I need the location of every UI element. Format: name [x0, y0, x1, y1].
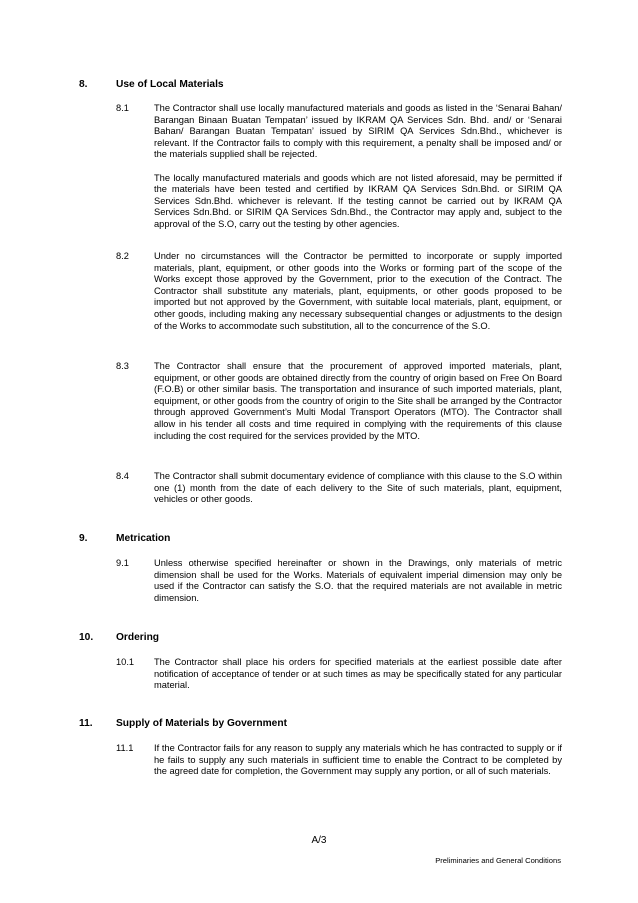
clause-number: 9.1 — [116, 558, 129, 568]
section-number: 8. — [79, 79, 88, 90]
page-number: A/3 — [311, 835, 327, 846]
section-number: 9. — [79, 533, 88, 544]
footer-text: Preliminaries and General Conditions — [435, 856, 561, 865]
clause-8-1 — [116, 103, 562, 231]
clause-8-3 — [116, 361, 562, 442]
section-title: Supply of Materials by Government — [116, 718, 287, 729]
clause-paragraph: The Contractor shall submit documentary evidence of compliance with this clause to the S.O within one (1) month from the date of each delivery to the Site of such materials, plant, equipment, vehicles or other goods. — [154, 471, 562, 505]
clause-number: 8.1 — [116, 103, 129, 113]
clause-paragraph: The Contractor shall ensure that the procurement of approved imported materials, plant, equipment, or other goods are obtained directly from the country of origin based on Free On Board (F.O.B) or other similar basis. The transportation and insurance of such imported materials, plant, equipment, or other goods from the country of origin to the Site shall be arranged by the Contractor through approved Government’s Multi Modal Transport Operators (MTO). The Contractor shall allow in his tender all costs and time required in complying with the requirements of this clause including the cost required for the services provided by the MTO. — [154, 361, 562, 441]
clause-8-2 — [116, 251, 562, 332]
section-title: Ordering — [116, 632, 160, 643]
clause-number: 8.2 — [116, 251, 129, 261]
clause-number: 10.1 — [116, 657, 135, 667]
section-title: Metrication — [116, 533, 171, 544]
section-number: 10. — [79, 632, 94, 643]
clause-paragraph: If the Contractor fails for any reason to supply any materials which he has contracted to supply or if he fails to supply any such materials in sufficient time to enable the Contract to be completed by the agreed date for completion, the Government may supply any portion, or all of such materials. — [154, 743, 562, 777]
clause-11-1 — [116, 743, 562, 778]
clause-number: 8.3 — [116, 361, 129, 371]
section-heading-11 — [79, 718, 287, 730]
section-number: 11. — [79, 718, 93, 729]
clause-paragraph: The locally manufactured materials and goods which are not listed aforesaid, may be permitted if the materials have been tested and certified by IKRAM QA Services Sdn.Bhd. or SIRIM QA Services Sdn.Bhd. whichever is relevant. If the testing cannot be carried out by IKRAM QA Services Sdn.Bhd. or SIRIM QA Services Sdn.Bhd., the Contractor may apply and, subject to the approval of the S.O, carry out the testing by other agencies. — [154, 172, 562, 229]
clause-paragraph: Unless otherwise specified hereinafter or shown in the Drawings, only materials of metric dimension shall be used for the Works. Materials of equivalent imperial dimension may only be used if the Contractor can satisfy the S.O. that the required materials are not available in metric dimension. — [154, 558, 562, 603]
clause-paragraph: Under no circumstances will the Contractor be permitted to incorporate or supply imported materials, plant, equipment, or other goods into the Works or forming part of the scope of the Works except those approved by the Government, prior to the execution of the Contract. The Contractor shall substitute any materials, plant, equipments, or other goods proposed to be imported but not approved by the Government, with suitable local materials, plant, equipment, or other goods, including making any necessary subsequential changes or adjustments to the design of the Works to accommodate such substitution, all to the concurrence of the S.O. — [154, 251, 562, 331]
clause-number: 11.1 — [116, 743, 134, 753]
clause-paragraph: The Contractor shall place his orders for specified materials at the earliest possible date after notification of acceptance of tender or at such times as may be specifically stated for any particular material. — [154, 657, 562, 691]
section-title: Use of Local Materials — [116, 79, 224, 90]
clause-9-1 — [116, 558, 562, 604]
clause-10-1 — [116, 657, 562, 692]
clause-paragraph: The Contractor shall use locally manufactured materials and goods as listed in the ‘Senarai Bahan/ Barangan Binaan Buatan Tempatan’ issued by IKRAM QA Services Sdn. Bhd. and/ or ‘Senarai Bahan/ Barangan Buatan Tempatan’ issued by SIRIM QA Services Sdn.Bhd., whichever is relevant. If the Contractor fails to comply with this requirement, a penalty shall be imposed and/ or the materials supplied shall be rejected. — [154, 103, 562, 160]
clause-number: 8.4 — [116, 471, 129, 481]
section-heading-8 — [79, 79, 224, 91]
section-heading-9 — [79, 533, 170, 545]
clause-8-4 — [116, 471, 562, 506]
section-heading-10 — [79, 632, 159, 644]
